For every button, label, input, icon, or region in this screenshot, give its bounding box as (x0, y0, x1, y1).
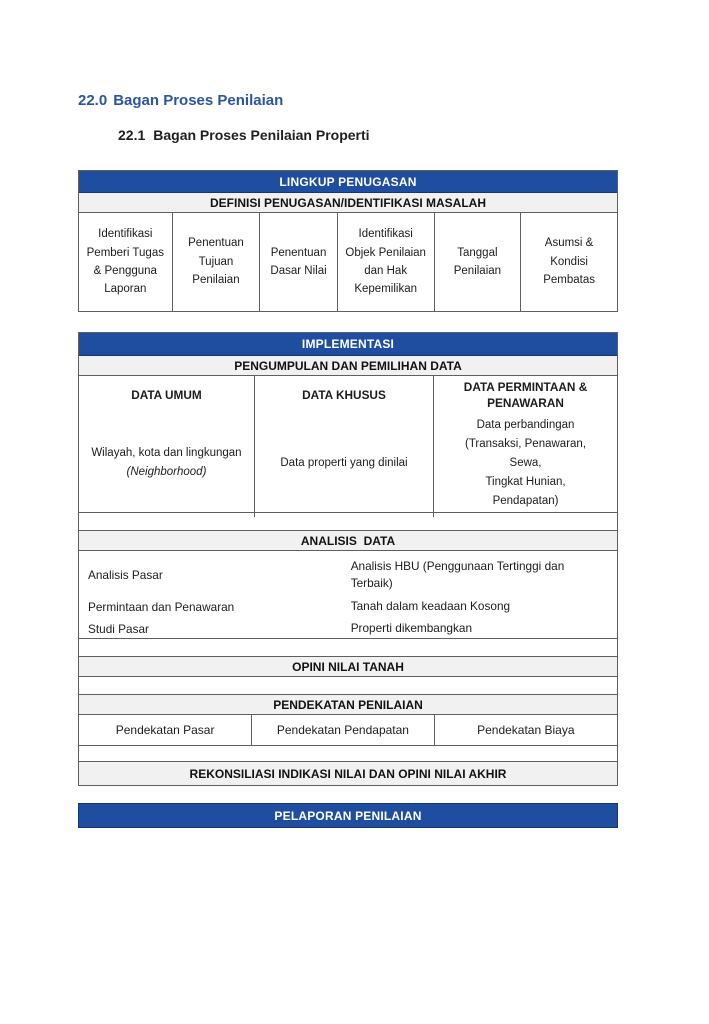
data-umum-text: Wilayah, kota dan lingkungan (91, 447, 242, 460)
implementation-table (78, 332, 618, 786)
data-permintaan-line: Data perbandingan (476, 419, 575, 431)
scope-cell: Asumsi & Kondisi Pembatas (543, 237, 595, 287)
analysis-row (79, 619, 617, 639)
approach-cell: Pendekatan Pasar (79, 715, 252, 745)
reconciliation-bar: REKONSILIASI INDIKASI NILAI DAN OPINI NILAI AKHIR (79, 762, 617, 785)
section-title: Bagan Proses Penilaian (113, 92, 284, 109)
scope-subheader-bar: DEFINISI PENUGASAN/IDENTIFIKASI MASALAH (79, 193, 617, 213)
analysis-left: Analisis Pasar (88, 568, 163, 582)
data-umum-header: DATA UMUM (131, 388, 202, 403)
data-collection-row (79, 376, 617, 513)
data-permintaan-line: Tingkat Hunian, (485, 475, 566, 488)
data-khusus-content: Data properti yang dinilai (280, 456, 408, 469)
approaches-subheader-bar: PENDEKATAN PENILAIAN (79, 695, 617, 715)
spacer-row (79, 639, 617, 657)
data-khusus-header: DATA KHUSUS (302, 388, 386, 403)
scope-table (78, 170, 618, 312)
section-heading (78, 92, 283, 109)
implementation-header-bar: IMPLEMENTASI (79, 333, 617, 356)
approach-cell: Pendekatan Pendapatan (252, 715, 434, 745)
scope-cell: Penentuan Tujuan Penilaian (173, 213, 261, 311)
data-collection-subheader-bar: PENGUMPULAN DAN PEMILIHAN DATA (79, 356, 617, 376)
spacer-row (79, 746, 617, 762)
scope-cell: Tanggal Penilaian (435, 213, 522, 311)
scope-cell: Identifikasi Pemberi Tugas & Pengguna Laporan (79, 213, 173, 311)
scope-cells-row (79, 213, 617, 311)
approach-cell: Pendekatan Biaya (477, 723, 575, 737)
subsection-title: Bagan Proses Penilaian Properti (153, 127, 370, 143)
analysis-row (79, 595, 617, 619)
subsection-number: 22.1 (118, 127, 146, 143)
data-permintaan-line: (Transaksi, Penawaran, (465, 437, 587, 450)
data-permintaan-line: Sewa, (509, 456, 542, 469)
scope-cell: Penentuan Dasar Nilai (260, 213, 337, 311)
data-khusus-column (255, 376, 434, 517)
section-number: 22.0 (78, 92, 108, 109)
analysis-row (79, 555, 617, 595)
analysis-content (79, 551, 617, 639)
scope-cell: Identifikasi Objek Penilaian dan Hak Kepemilikan (338, 213, 435, 311)
subsection-heading (118, 127, 370, 143)
reporting-bar: PELAPORAN PENILAIAN (78, 803, 618, 828)
spacer-row (79, 677, 617, 695)
analysis-right: Properti dikembangkan (350, 621, 473, 636)
data-umum-content (79, 416, 254, 517)
analysis-left: Permintaan dan Penawaran (88, 600, 235, 614)
data-permintaan-line: Pendapatan) (492, 494, 559, 507)
scope-header-bar: LINGKUP PENUGASAN (79, 171, 617, 193)
land-value-opinion-bar: OPINI NILAI TANAH (79, 657, 617, 677)
data-umum-text-italic: (Neighborhood) (126, 466, 207, 479)
analysis-subheader-bar: ANALISIS DATA (79, 531, 617, 551)
approaches-row (79, 715, 617, 746)
data-permintaan-header: DATA PERMINTAAN & PENAWARAN (463, 380, 588, 410)
data-permintaan-column (434, 376, 617, 517)
analysis-right: Analisis HBU (Penggunaan Tertinggi dan Terbaik) (350, 558, 565, 590)
analysis-left: Studi Pasar (88, 622, 149, 636)
analysis-right: Tanah dalam keadaan Kosong (350, 599, 511, 614)
data-permintaan-content (434, 416, 617, 517)
data-umum-column (79, 376, 255, 517)
